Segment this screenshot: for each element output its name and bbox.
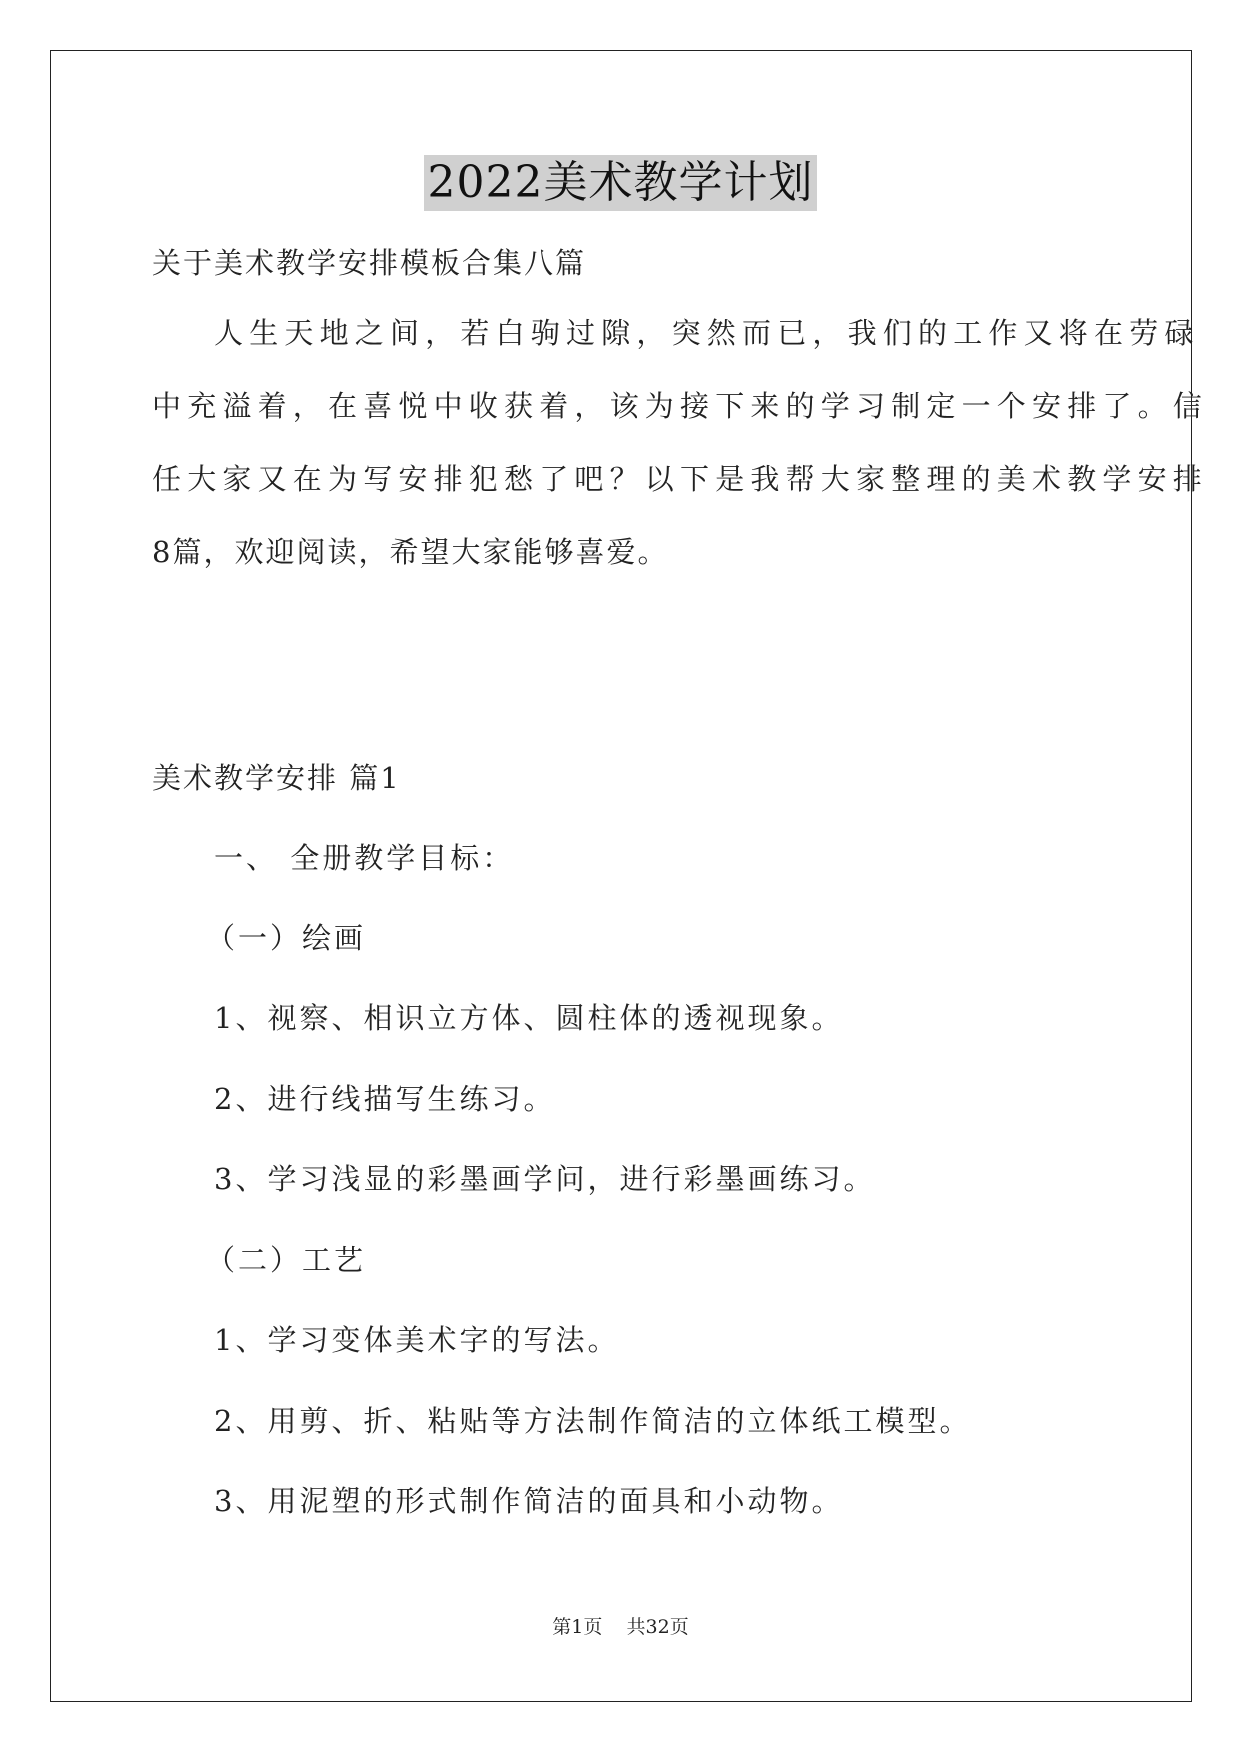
intro-line: 中充溢着，在喜悦中收获着，该为接下来的学习制定一个安排了。信 [152,389,1209,423]
document-title: 2022美术教学计划 [424,155,818,211]
intro-line: 任大家又在为写安排犯愁了吧？以下是我帮大家整理的美术教学安排 [152,462,1209,496]
list-item: 2、进行线描写生练习。 [214,1082,556,1116]
list-item: 1、视察、相识立方体、圆柱体的透视现象。 [214,1001,844,1035]
list-item: （二）工艺 [206,1243,367,1277]
intro-line: 8篇，欢迎阅读，希望大家能够喜爱。 [152,535,669,569]
page-number: 第1页 [552,1616,603,1638]
list-item: （一）绘画 [206,921,367,955]
page-total: 共32页 [626,1616,689,1638]
page-footer [0,1614,1241,1640]
title-container [0,155,1241,211]
document-subtitle: 关于美术教学安排模板合集八篇 [152,246,587,280]
list-item: 2、用剪、折、粘贴等方法制作简洁的立体纸工模型。 [214,1404,972,1438]
list-item: 3、用泥塑的形式制作简洁的面具和小动物。 [214,1484,844,1518]
intro-line: 人生天地之间，若白驹过隙，突然而已，我们的工作又将在劳碌 [214,316,1200,350]
list-item: 一、 全册教学目标： [214,841,515,875]
list-item: 3、学习浅显的彩墨画学问，进行彩墨画练习。 [214,1162,876,1196]
section-heading: 美术教学安排 篇1 [152,761,401,795]
list-item: 1、学习变体美术字的写法。 [214,1323,620,1357]
